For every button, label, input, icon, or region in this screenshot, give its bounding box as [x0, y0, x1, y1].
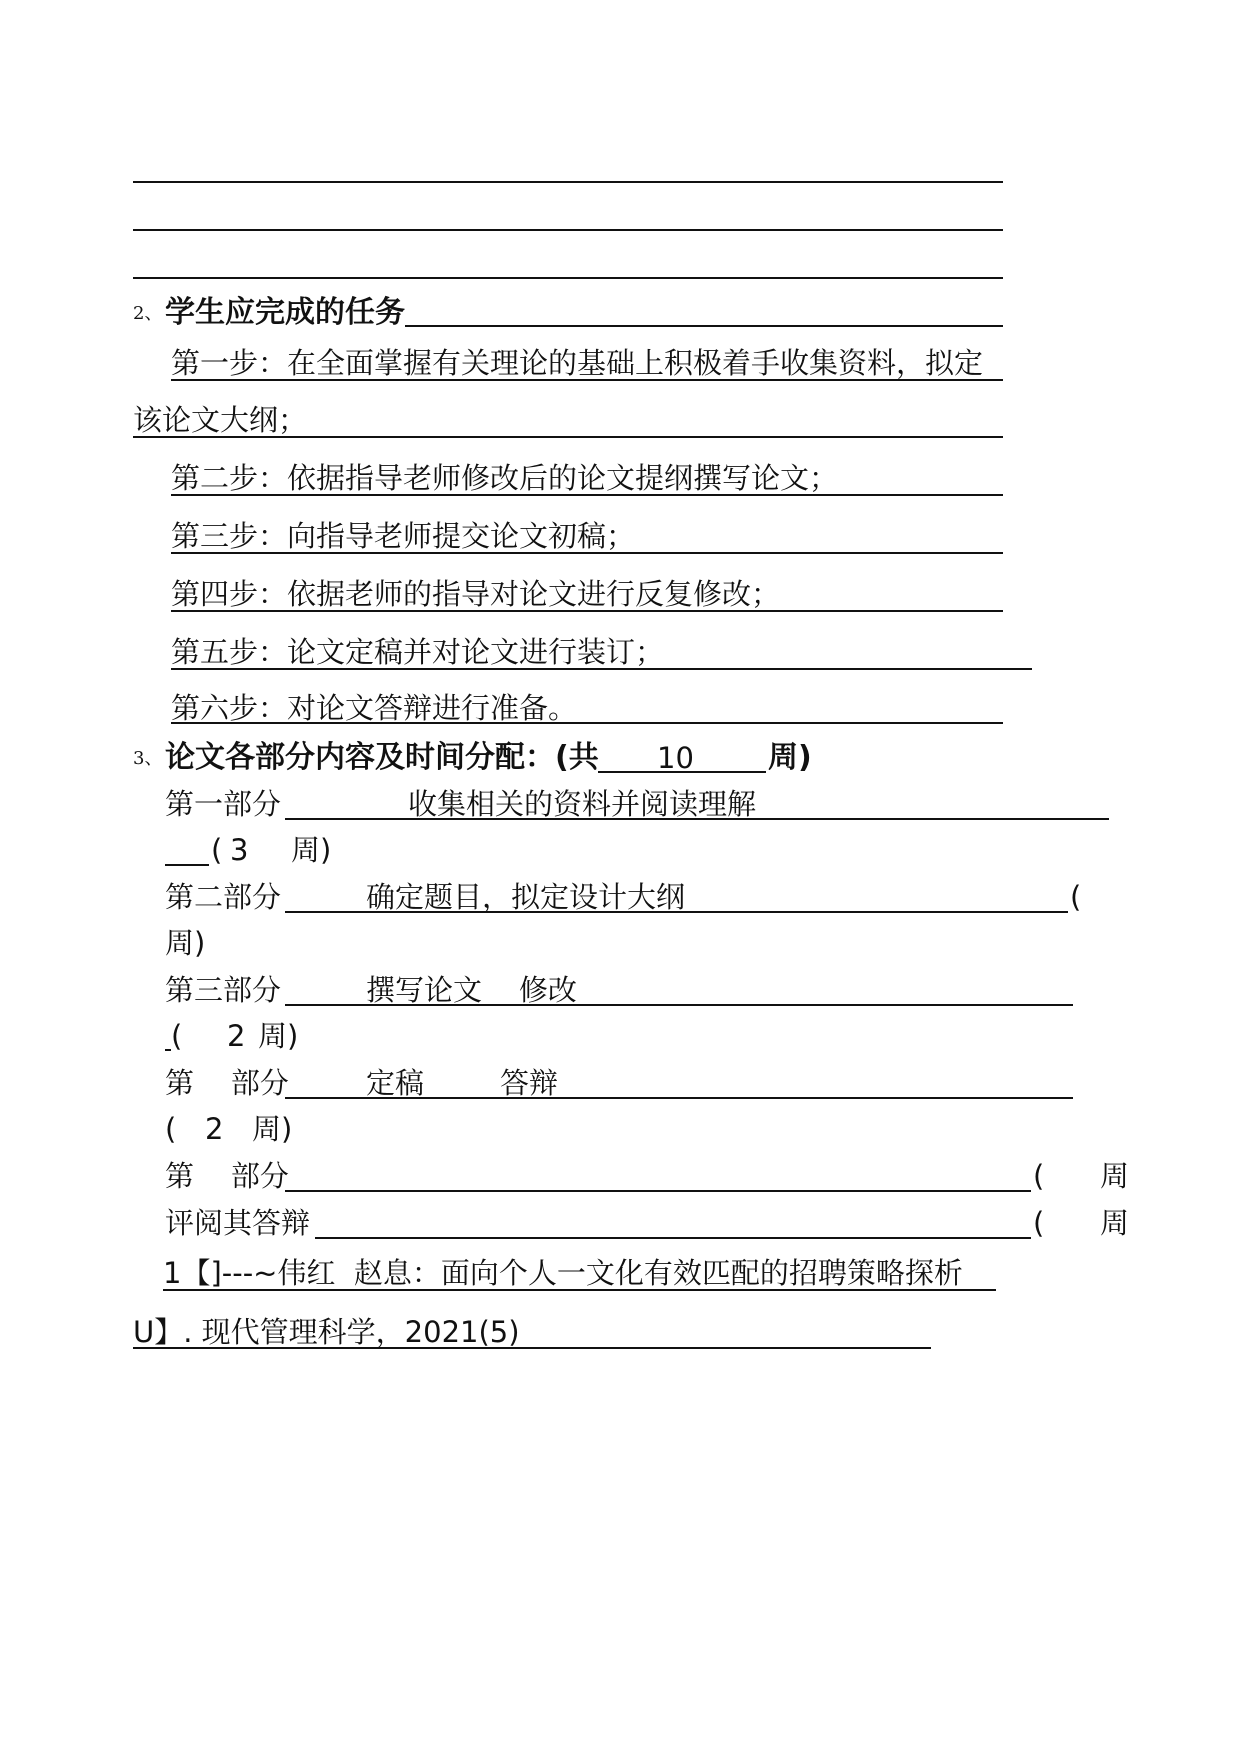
- step-1-line-2-rule: [133, 436, 1003, 438]
- step-3-rule: [171, 552, 1003, 554]
- total-weeks-value: 10: [657, 741, 694, 775]
- blank-line-1: [133, 181, 1003, 183]
- part-4-time-open: (: [165, 1112, 177, 1146]
- part-4-time-value: 2: [205, 1112, 224, 1146]
- part-4-time-unit: 周): [252, 1112, 293, 1146]
- part-1-time-rule: [165, 864, 209, 866]
- part-1-time-unit: 周): [291, 833, 332, 867]
- part-6-label: 评阅其答辩: [165, 1206, 311, 1240]
- part-2-rule: [285, 911, 1068, 913]
- part-6-time-cut: 周: [1100, 1206, 1130, 1240]
- step-1-line-1: 第一步：在全面掌握有关理论的基础上积极着手收集资料，拟定: [171, 346, 984, 380]
- reference-line-2-rule: [133, 1347, 931, 1349]
- part-3-label: 第三部分: [165, 973, 282, 1007]
- total-weeks-rule: [598, 771, 766, 773]
- step-4: 第四步：依据老师的指导对论文进行反复修改；: [171, 577, 781, 611]
- part-2-label: 第二部分: [165, 880, 282, 914]
- step-1-line-2: 该论文大纲；: [133, 403, 308, 437]
- step-1-line-1-rule: [171, 379, 1003, 381]
- part-3-time-unit: 周): [258, 1019, 299, 1053]
- blank-line-2: [133, 229, 1003, 231]
- part-1-time-open: (: [211, 833, 223, 867]
- section-2-heading: 学生应完成的任务: [165, 295, 405, 330]
- blank-line-3: [133, 277, 1003, 279]
- part-4-content: 定稿: [366, 1066, 425, 1100]
- section-3-number: 3、: [133, 748, 163, 769]
- part-5-label: 第 部分: [165, 1159, 289, 1193]
- part-3-time-value: 2: [227, 1019, 246, 1053]
- step-3: 第三步：向指导老师提交论文初稿；: [171, 519, 636, 553]
- part-1-time-value: 3: [230, 833, 249, 867]
- part-2-time-open: (: [1070, 880, 1082, 914]
- reference-line-1-rule: [163, 1289, 996, 1291]
- part-6-time-open: (: [1033, 1206, 1045, 1240]
- part-1-rule: [285, 818, 1109, 820]
- section-2-number: 2、: [133, 303, 163, 324]
- section-2-heading-rule: [405, 325, 1003, 327]
- step-4-rule: [171, 610, 1003, 612]
- part-3-time-open: (: [171, 1019, 183, 1053]
- step-6: 第六步：对论文答辩进行准备。: [171, 691, 578, 725]
- part-4-label: 第 部分: [165, 1066, 289, 1100]
- part-1-label: 第一部分: [165, 787, 282, 821]
- reference-line-2: U】. 现代管理科学，2021(5): [133, 1315, 520, 1349]
- part-3-rule: [285, 1004, 1073, 1006]
- section-3-heading-suffix: 周): [768, 740, 812, 775]
- part-2-content: 确定题目，拟定设计大纲: [366, 880, 686, 914]
- reference-line-1: 1【]---~伟红 赵息：面向个人一文化有效匹配的招聘策略探析: [163, 1256, 963, 1290]
- step-2-rule: [171, 494, 1003, 496]
- part-3-content: 撰写论文 修改: [366, 973, 577, 1007]
- part-4-rule: [285, 1097, 1073, 1099]
- step-5: 第五步：论文定稿并对论文进行装订；: [171, 635, 665, 669]
- part-5-time-open: (: [1033, 1159, 1045, 1193]
- part-4-content-extra: 答辩: [500, 1066, 559, 1100]
- step-6-rule: [171, 722, 1003, 724]
- part-6-rule: [315, 1237, 1031, 1239]
- section-3-heading-prefix: 论文各部分内容及时间分配：(共: [165, 740, 599, 775]
- step-5-rule: [171, 668, 1032, 670]
- part-5-time-cut: 周: [1100, 1159, 1130, 1193]
- part-2-time-unit: 周): [165, 926, 206, 960]
- step-2: 第二步：依据指导老师修改后的论文提纲撰写论文；: [171, 461, 839, 495]
- part-5-rule: [285, 1190, 1031, 1192]
- part-1-content: 收集相关的资料并阅读理解: [408, 787, 757, 821]
